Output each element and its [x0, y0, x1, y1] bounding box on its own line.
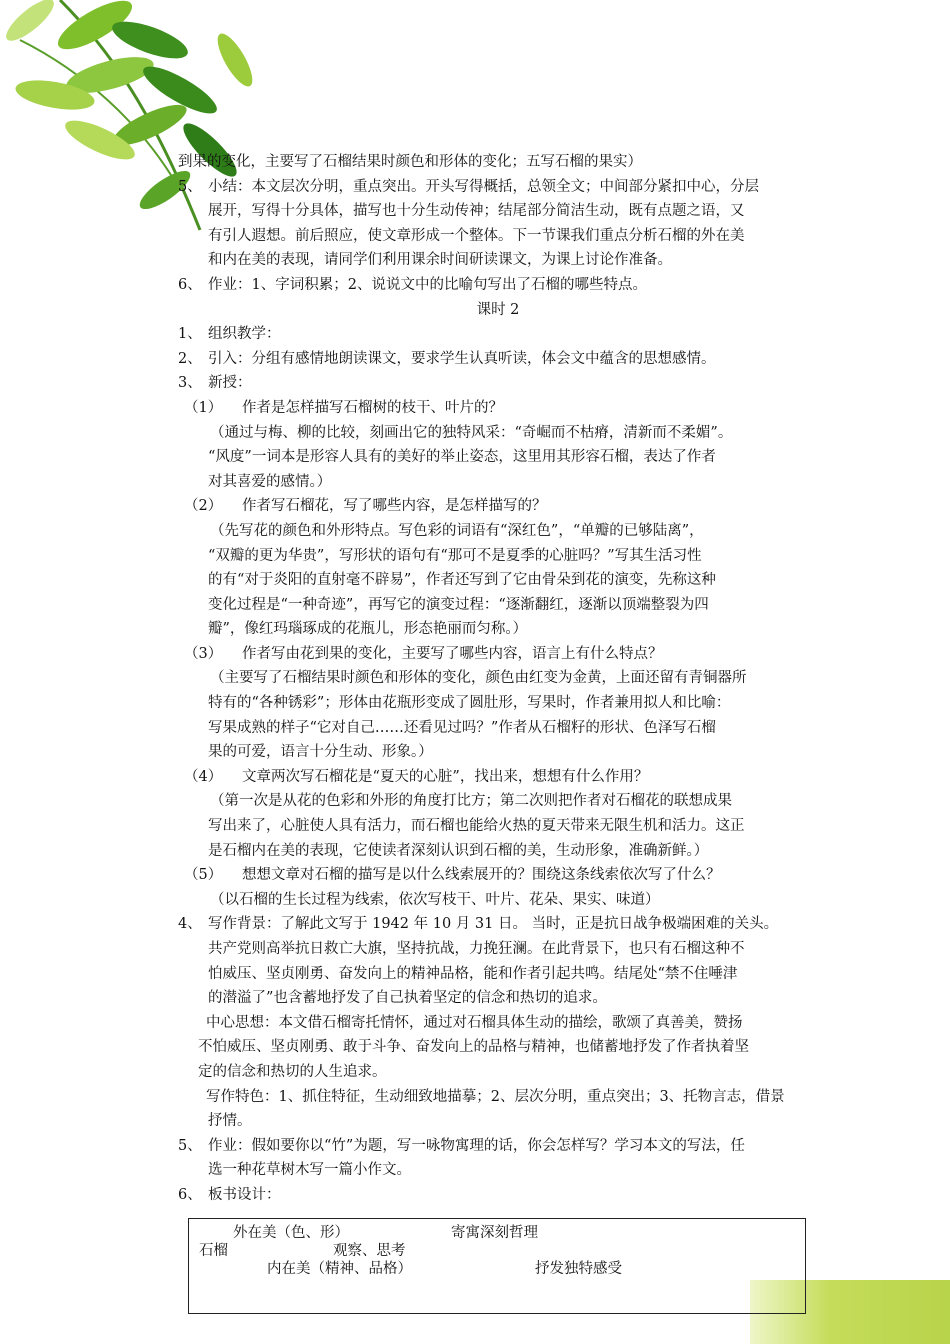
text-line: 抒情。 [208, 1113, 252, 1130]
answer-line: “双瓣的更为华贵”，写形状的语句有“那可不是夏季的心脏吗？”写其生活习性 [208, 547, 702, 564]
question-1: （1） 作者是怎样描写石榴树的枝干、叶片的？ [184, 399, 503, 416]
text-line: 选一种花草树木写一篇小作文。 [208, 1162, 411, 1179]
answer-line: （先写花的颜色和外形特点。写色彩的词语有“深红色”，“单瓣的已够陆离”， [210, 522, 704, 539]
step-line: 1、 组织教学： [178, 326, 281, 343]
homework-line: 6、 作业：1、字词积累；2、说说文中的比喻句写出了石榴的哪些特点。 [178, 276, 647, 293]
question-3: （3） 作者写由花到果的变化，主要写了哪些内容，语言上有什么特点？ [184, 645, 663, 662]
text-line: 展开，写得十分具体，描写也十分生动传神；结尾部分简洁生动，既有点题之语，又 [208, 203, 745, 220]
text-line: 不怕威压、坚贞刚勇、敢于斗争、奋发向上的品格与精神，也储蓄地抒发了作者执着坚 [198, 1039, 749, 1056]
central-idea: 中心思想：本文借石榴寄托情怀，通过对石榴具体生动的描绘，歌颂了真善美，赞扬 [206, 1014, 743, 1031]
answer-line: 果的可爱，语言十分生动、形象。） [208, 744, 433, 761]
answer-line: 写果成熟的样子“它对自己……还看见过吗？”作者从石榴籽的形状、色泽写石榴 [208, 719, 716, 736]
text-line: 到果的变化，主要写了石榴结果时颜色和形体的变化；五写石榴的果实） [178, 154, 642, 170]
blackboard-design-box [188, 1218, 806, 1314]
text-line: 和内在美的表现，请同学们利用课余时间研读课文，为课上讨论作准备。 [208, 252, 672, 269]
board-outer-beauty: 外在美（色、形） [233, 1225, 349, 1241]
answer-line: （主要写了石榴结果时颜色和形体的变化，颜色由红变为金黄，上面还留有青铜器所 [210, 670, 747, 687]
question-5: （5） 想想文章对石榴的描写是以什么线索展开的？围绕这条线索依次写了什么？ [184, 867, 721, 884]
document-body [178, 150, 818, 1208]
answer-line: 瓣”，像红玛瑙琢成的花瓶儿，形态艳丽而匀称。） [208, 621, 528, 638]
answer-line: 写出来了，心脏使人具有活力，而石榴也能给火热的夏天带来无限生机和活力。这正 [208, 818, 745, 835]
answer-line: 变化过程是“一种奇迹”，再写它的演变过程：“逐渐翻红，逐渐以顶端整裂为四 [208, 596, 709, 613]
board-observe: 观察、思考 [333, 1243, 406, 1259]
answer-line: 的有“对于炎阳的直射毫不辟易”，作者还写到了它由骨朵到花的演变，先称这种 [208, 572, 716, 589]
board-subject: 石榴 [199, 1243, 228, 1259]
answer-line: （以石榴的生长过程为线索，依次写枝干、叶片、花朵、果实、味道） [210, 891, 660, 908]
board-heading: 6、 板书设计： [178, 1186, 281, 1203]
homework-2: 5、 作业：假如要你以“竹”为题，写一咏物寓理的话，你会怎样写？学习本文的写法，任 [178, 1137, 745, 1154]
board-inner-beauty: 内在美（精神、品格） [267, 1261, 412, 1277]
lesson-title: 课时 2 [476, 301, 520, 318]
board-meaning: 寄寓深刻哲理 [451, 1225, 538, 1241]
step-line: 2、 引入：分组有感情地朗读课文，要求学生认真听读，体会文中蕴含的思想感情。 [178, 350, 716, 367]
background-line: 4、 写作背景：了解此文写于 1942 年 10 月 31 日。 当时，正是抗日战争极端困难的关头。 [178, 916, 779, 933]
answer-line: 特有的“各种锈彩”；形体由花瓶形变成了圆肚形，写果时，作者兼用拟人和比喻： [208, 695, 731, 712]
text-line: 的潜溢了”也含蓄地抒发了自己执着坚定的信念和热切的追求。 [208, 990, 607, 1007]
step-line: 3、 新授： [178, 375, 252, 392]
question-2: （2） 作者写石榴花，写了哪些内容，是怎样描写的？ [184, 498, 547, 515]
answer-line: “风度”一词本是形容人具有的美好的举止姿态，这里用其形容石榴，表达了作者 [208, 449, 716, 466]
answer-line: 是石榴内在美的表现，它使读者深刻认识到石榴的美，生动形象，准确新鲜。） [208, 842, 709, 859]
answer-line: （第一次是从花的色彩和外形的角度打比方；第二次则把作者对石榴花的联想成果 [210, 793, 732, 810]
text-line: 有引人遐想。前后照应，使文章形成一个整体。下一节课我们重点分析石榴的外在美 [208, 227, 745, 244]
text-line: 共产党则高举抗日救亡大旗，坚持抗战，力挽狂澜。在此背景下，也只有石榴这种不 [208, 941, 745, 957]
board-express: 抒发独特感受 [535, 1261, 622, 1277]
summary-line: 5、 小结：本文层次分明，重点突出。开头写得概括，总领全文；中间部分紧扣中心，分层 [178, 178, 759, 195]
text-line: 怕威压、坚贞刚勇、奋发向上的精神品格，能和作者引起共鸣。结尾处“禁不住唾津 [208, 965, 738, 982]
answer-line: 对其喜爱的感情。） [208, 473, 332, 490]
question-4: （4） 文章两次写石榴花是“夏天的心脏”，找出来，想想有什么作用？ [184, 768, 649, 785]
answer-line: （通过与梅、柳的比较，刻画出它的独特风采：“奇崛而不枯瘠，清新而不柔媚”。 [210, 424, 733, 441]
writing-features: 写作特色：1、抓住特征，生动细致地描摹；2、层次分明，重点突出；3、托物言志，借景 [206, 1088, 785, 1105]
text-line: 定的信念和热切的人生追求。 [198, 1063, 387, 1080]
